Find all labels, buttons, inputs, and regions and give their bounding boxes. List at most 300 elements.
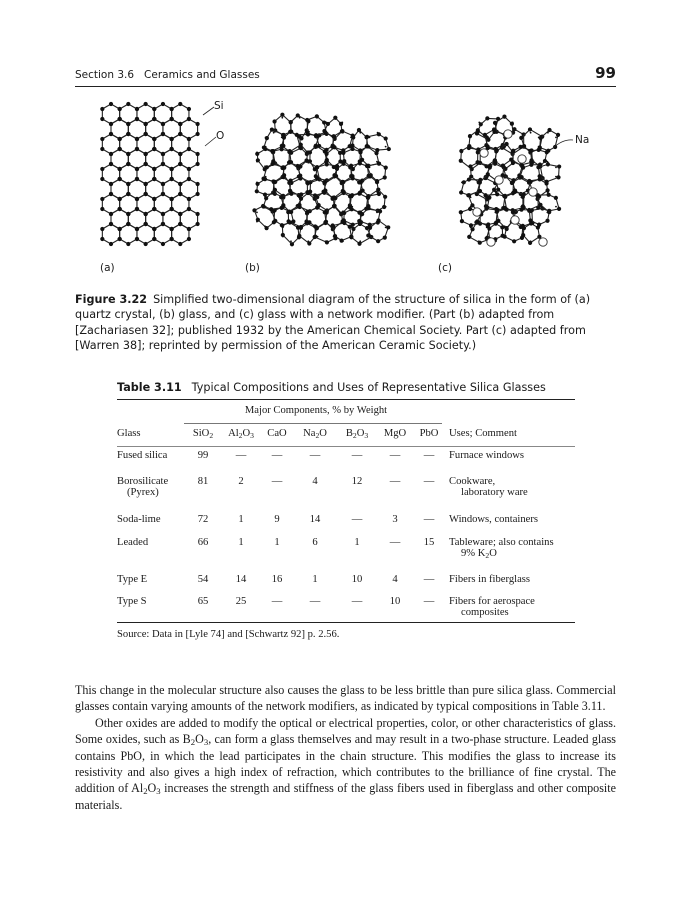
quartz-ring (102, 224, 119, 244)
silicon-atom (546, 221, 548, 223)
quartz-ring (172, 224, 189, 244)
oxygen-atom (557, 207, 561, 211)
b2o3-value: 12 (351, 476, 363, 487)
silicon-atom (307, 162, 309, 164)
silicon-atom (376, 181, 378, 183)
cao-value: — (271, 476, 283, 487)
silicon-atom (486, 117, 488, 119)
silicon-atom (316, 207, 318, 209)
silicon-atom (377, 132, 379, 134)
na2o-value: 4 (312, 476, 318, 487)
silicon-atom (273, 162, 275, 164)
o-leader-line (205, 137, 216, 146)
table-top-rule (117, 399, 575, 400)
silicon-atom (163, 123, 165, 125)
silicon-atom (171, 119, 173, 121)
oxygen-atom (342, 211, 346, 215)
oxygen-atom (557, 164, 561, 168)
oxygen-atom (280, 113, 284, 117)
silicon-atom (317, 166, 319, 168)
silicon-atom (513, 211, 515, 213)
silicon-atom (281, 177, 283, 179)
silicon-atom (171, 108, 173, 110)
silicon-atom (137, 228, 139, 230)
silicon-atom (478, 121, 480, 123)
silicon-atom (136, 209, 138, 211)
silicon-atom (273, 151, 275, 153)
silicon-atom (180, 183, 182, 185)
silicon-atom (111, 213, 113, 215)
silicon-atom (369, 226, 371, 228)
uses-comment: Cookware, (449, 476, 496, 487)
silicon-atom (188, 119, 190, 121)
silicon-atom (256, 181, 258, 183)
silicon-atom (137, 108, 139, 110)
silicon-atom (180, 153, 182, 155)
oxygen-atom (527, 208, 531, 212)
silicon-atom (334, 166, 336, 168)
silicon-atom (196, 193, 198, 195)
oxygen-atom (529, 163, 533, 167)
al2o3-value: — (235, 450, 247, 461)
silicon-atom (470, 136, 472, 138)
silicon-atom (163, 153, 165, 155)
oxygen-atom (357, 242, 361, 246)
silicon-atom (282, 136, 284, 138)
silicon-atom (342, 240, 344, 242)
silicon-atom (102, 178, 104, 180)
silicon-atom (299, 147, 301, 149)
silicon-atom (171, 228, 173, 230)
silicon-atom (154, 228, 156, 230)
silicon-atom (145, 224, 147, 226)
silicon-atom (469, 207, 471, 209)
uses-comment: Fibers for aerospace (449, 596, 535, 607)
silicon-atom (555, 136, 557, 138)
silicon-atom (188, 149, 190, 151)
silicon-atom (154, 238, 156, 240)
silicon-atom (495, 222, 497, 224)
silicon-atom (504, 117, 506, 119)
silicon-atom (504, 177, 506, 179)
silicon-atom (196, 223, 198, 225)
oxygen-atom (313, 193, 317, 197)
cao-value: 9 (274, 514, 280, 525)
silicon-atom (530, 162, 532, 164)
silicon-atom (351, 166, 353, 168)
silicon-atom (377, 192, 379, 194)
silicon-atom (333, 147, 335, 149)
al2o3-value: 14 (235, 574, 247, 585)
silicon-atom (359, 162, 361, 164)
silicon-atom (530, 181, 532, 183)
silicon-atom (265, 196, 267, 198)
silicon-atom (547, 132, 549, 134)
silicon-atom (299, 207, 301, 209)
sodium-ion (511, 216, 519, 224)
silicon-atom (530, 211, 532, 213)
silicon-atom (282, 226, 284, 228)
sodium-ion (529, 188, 537, 196)
oxygen-atom (538, 203, 542, 207)
pbo-value: — (423, 574, 435, 585)
oxygen-atom (547, 128, 551, 132)
running-header (75, 66, 616, 84)
oxygen-atom (286, 210, 290, 214)
major-components-rule (184, 423, 442, 424)
silicon-atom (256, 151, 258, 153)
silicon-atom (555, 176, 557, 178)
silicon-atom (478, 222, 480, 224)
silicon-atom (495, 162, 497, 164)
oxygen-atom (504, 142, 508, 146)
silicon-atom (341, 121, 343, 123)
col-mgo: MgO (383, 428, 407, 439)
oxygen-atom (483, 193, 487, 197)
al2o3-value: 25 (235, 596, 247, 607)
silicon-atom (299, 196, 301, 198)
oxygen-atom (386, 225, 390, 229)
silicon-atom (110, 164, 112, 166)
silicon-atom (187, 198, 189, 200)
oxygen-atom (270, 128, 274, 132)
silicon-atom (316, 117, 318, 119)
silicon-atom (179, 224, 181, 226)
silicon-atom (307, 240, 309, 242)
silicon-atom (196, 163, 198, 165)
oxygen-atom (378, 209, 382, 213)
silicon-atom (359, 222, 361, 224)
silicon-atom (273, 181, 275, 183)
silicon-atom (171, 149, 173, 151)
silicon-atom (487, 226, 489, 228)
header-rule (75, 86, 616, 87)
sodium-ion (539, 238, 547, 246)
si-leader-line (203, 107, 214, 115)
mgo-value: 4 (392, 574, 398, 585)
col-b2o3: $B_2O_3$ (345, 428, 369, 440)
cao-value: — (271, 450, 283, 461)
silicon-atom (368, 207, 370, 209)
o-label: O (216, 130, 225, 142)
silicon-atom (317, 196, 319, 198)
silicon-atom (385, 176, 387, 178)
silicon-atom (299, 117, 301, 119)
silicon-atom (496, 151, 498, 153)
silicon-atom (145, 183, 147, 185)
silicon-atom (128, 123, 130, 125)
silicon-atom (496, 211, 498, 213)
sodium-ion (487, 238, 495, 246)
silicon-atom (273, 221, 275, 223)
silicon-atom (325, 151, 327, 153)
silicon-atom (102, 138, 104, 140)
silicon-atom (513, 181, 515, 183)
silicon-atom (504, 166, 506, 168)
silicon-atom (487, 236, 489, 238)
silicon-atom (264, 207, 266, 209)
silicon-atom (504, 236, 506, 238)
oxygen-atom (299, 192, 303, 196)
silicon-atom (461, 151, 463, 153)
na2o-value: 14 (309, 514, 321, 525)
silicon-atom (478, 132, 480, 134)
silicon-atom (136, 179, 138, 181)
silicon-atom (281, 117, 283, 119)
silicon-atom (137, 198, 139, 200)
b2o3-value: — (351, 450, 363, 461)
silicon-atom (461, 221, 463, 223)
silicon-atom (265, 166, 267, 168)
cao-value: 1 (274, 537, 280, 548)
silicon-atom (359, 240, 361, 242)
silicon-atom (171, 168, 173, 170)
silicon-atom (162, 194, 164, 196)
silicon-atom (180, 123, 182, 125)
silicon-atom (521, 207, 523, 209)
silicon-atom (377, 162, 379, 164)
silicon-atom (256, 161, 258, 163)
silicon-atom (145, 242, 147, 244)
silicon-atom (153, 209, 155, 211)
table-row (117, 537, 575, 574)
silicon-atom (102, 148, 104, 150)
oxygen-atom (376, 187, 380, 191)
silicon-atom (145, 194, 147, 196)
table-row (117, 476, 575, 514)
uses-comment: Furnace windows (449, 450, 525, 461)
silicon-atom (162, 224, 164, 226)
oxygen-atom (290, 242, 294, 246)
silicon-atom (187, 228, 189, 230)
table-source: Source: Data in [Lyle 74] and [Schwartz 92] p. 2.56. (117, 629, 340, 640)
silicon-atom (342, 132, 344, 134)
quartz-ring (154, 224, 171, 244)
glass-name: Soda-lime (117, 514, 161, 525)
silicon-atom (360, 211, 362, 213)
sodium-ion (518, 155, 526, 163)
oxygen-atom (365, 164, 369, 168)
silicon-atom (145, 134, 147, 136)
oxygen-atom (512, 127, 516, 131)
silicon-atom (179, 164, 181, 166)
silicon-atom (111, 153, 113, 155)
silicon-atom (325, 192, 327, 194)
major-components-header: Major Components, % by Weight (244, 405, 388, 416)
silicon-atom (291, 151, 293, 153)
silicon-atom (486, 177, 488, 179)
figure-caption-text: Simplified two-dimensional diagram of the structure of silica in the form of (a) quartz crystal, (b) glass, and (c) glass with a network modifier. (Part (b) adapted from [Zachariasen 32]; published 1932 by the American Chemical Society. Part (c) adapted from [Warren 38]; reprinted by permission of the American Ceramic Society.) (75, 293, 591, 353)
silicon-atom (162, 242, 164, 244)
body-text (75, 682, 616, 813)
silicon-atom (316, 177, 318, 179)
silicon-atom (546, 181, 548, 183)
silicon-atom (187, 108, 189, 110)
silicon-atom (119, 108, 121, 110)
silicon-atom (153, 179, 155, 181)
silicon-atom (512, 192, 514, 194)
silicon-atom (162, 134, 164, 136)
oxygen-atom (486, 172, 490, 176)
silicon-atom (282, 166, 284, 168)
cao-value: — (271, 596, 283, 607)
silicon-atom (538, 207, 540, 209)
pbo-value: — (423, 476, 435, 487)
silicon-atom (119, 168, 121, 170)
silicon-atom (264, 147, 266, 149)
silicon-atom (343, 151, 345, 153)
silicon-atom (555, 196, 557, 198)
silicon-atom (470, 196, 472, 198)
col-na2o: $Na_2O$ (303, 428, 327, 440)
silicon-atom (154, 108, 156, 110)
silicon-atom (137, 138, 139, 140)
silicon-atom (470, 236, 472, 238)
uses-comment: Windows, containers (449, 514, 539, 525)
silicon-atom (299, 226, 301, 228)
silicon-atom (307, 132, 309, 134)
silicon-atom (333, 207, 335, 209)
silicon-atom (196, 153, 198, 155)
glass-name: Borosilicate (117, 476, 169, 487)
silicon-atom (187, 168, 189, 170)
sio2-value: 65 (197, 596, 209, 607)
oxygen-atom (299, 143, 303, 147)
oxygen-atom (273, 188, 277, 192)
glass-name: Fused silica (117, 450, 168, 461)
silicon-atom (325, 211, 327, 213)
silicon-atom (188, 179, 190, 181)
glass-name-sub: (Pyrex) (127, 487, 159, 498)
silicon-atom (188, 209, 190, 211)
oxygen-atom (295, 164, 299, 168)
uses-comment-cont: composites (461, 607, 509, 618)
silicon-atom (539, 196, 541, 198)
panel-c-label: (c) (438, 262, 452, 274)
silicon-atom (385, 236, 387, 238)
silicon-atom (290, 132, 292, 134)
uses-comment: Tableware; also contains (449, 537, 554, 548)
panel-a-label: (a) (100, 262, 115, 274)
silicon-atom (538, 177, 540, 179)
oxygen-atom (476, 128, 480, 132)
silicon-atom (136, 149, 138, 151)
silicon-atom (179, 242, 181, 244)
na2o-value: 1 (312, 574, 318, 585)
silicon-atom (377, 222, 379, 224)
silicon-atom (385, 226, 387, 228)
table-bottom-rule (117, 622, 575, 623)
silicon-atom (369, 236, 371, 238)
silicon-atom (187, 138, 189, 140)
sodium-ion (473, 208, 481, 216)
silicon-atom (369, 166, 371, 168)
silicon-atom (342, 162, 344, 164)
silicon-atom (281, 147, 283, 149)
silicon-atom (145, 164, 147, 166)
silicon-atom (325, 181, 327, 183)
silicon-atom (111, 183, 113, 185)
silicon-atom (273, 192, 275, 194)
silicon-atom (256, 191, 258, 193)
silica-glass-table (117, 428, 575, 630)
col-al2o3: $Al_2O_3$ (228, 428, 254, 440)
silicon-atom (495, 192, 497, 194)
section-title: Section 3.6 Ceramics and Glasses (75, 69, 260, 81)
silicon-atom (119, 198, 121, 200)
silicon-atom (111, 123, 113, 125)
silicon-atom (461, 181, 463, 183)
silicon-atom (317, 236, 319, 238)
table-row (117, 450, 575, 476)
pbo-value: — (423, 596, 435, 607)
silicon-atom (299, 236, 301, 238)
silicon-atom (512, 162, 514, 164)
silicon-atom (110, 242, 112, 244)
mgo-value: — (389, 476, 401, 487)
pbo-value: 15 (423, 537, 435, 548)
silicon-atom (127, 194, 129, 196)
silicon-atom (119, 179, 121, 181)
silicon-atom (154, 138, 156, 140)
silicon-atom (154, 198, 156, 200)
silicon-atom (478, 162, 480, 164)
mgo-value: 10 (389, 596, 401, 607)
silicon-atom (102, 108, 104, 110)
silicon-atom (530, 240, 532, 242)
silicon-atom (521, 147, 523, 149)
oxygen-atom (357, 128, 361, 132)
silicon-atom (179, 104, 181, 106)
pbo-value: — (423, 450, 435, 461)
silicon-atom (334, 136, 336, 138)
silicon-atom (171, 209, 173, 211)
silicon-atom (128, 213, 130, 215)
silicon-atom (162, 164, 164, 166)
paragraph-2: Other oxides are added to modify the optical or electrical properties, color, or other characteristics of glass. Some oxides, such as $B_2O_3$, can form a glass themselves and may result in a two-phase structure. Leaded glass contains PbO, in which the lead participates in the chain structure. This modifies the glass to increase its resistivity and also gives a high index of refraction, which contributes to the brilliance of fine crystal. The addition of $Al_2O_3$ increases the strength and stiffness of the glass fibers used in fiberglass and other composite materials. (75, 715, 617, 812)
silicon-atom (291, 211, 293, 213)
silicon-atom (102, 208, 104, 210)
silicon-atom (461, 161, 463, 163)
silicon-atom (530, 222, 532, 224)
oxygen-atom (313, 235, 317, 239)
silicon-atom (196, 133, 198, 135)
silicon-atom (265, 136, 267, 138)
silicon-atom (342, 222, 344, 224)
silicon-atom (316, 147, 318, 149)
silicon-atom (470, 226, 472, 228)
sio2-value: 81 (197, 476, 209, 487)
oxygen-atom (269, 207, 273, 211)
silicon-atom (145, 104, 147, 106)
silicon-atom (478, 192, 480, 194)
silicon-atom (377, 240, 379, 242)
oxygen-atom (305, 118, 309, 122)
silicon-atom (470, 166, 472, 168)
silicon-atom (385, 206, 387, 208)
silicon-atom (504, 147, 506, 149)
oxygen-atom (252, 208, 256, 212)
silicon-atom (307, 222, 309, 224)
oxygen-atom (483, 133, 487, 137)
silicon-atom (351, 177, 353, 179)
silicon-atom (291, 121, 293, 123)
silicon-atom (273, 211, 275, 213)
silicon-atom (171, 179, 173, 181)
silicon-atom (127, 104, 129, 106)
silica-structure-figure (75, 92, 616, 282)
silicon-atom (119, 228, 121, 230)
